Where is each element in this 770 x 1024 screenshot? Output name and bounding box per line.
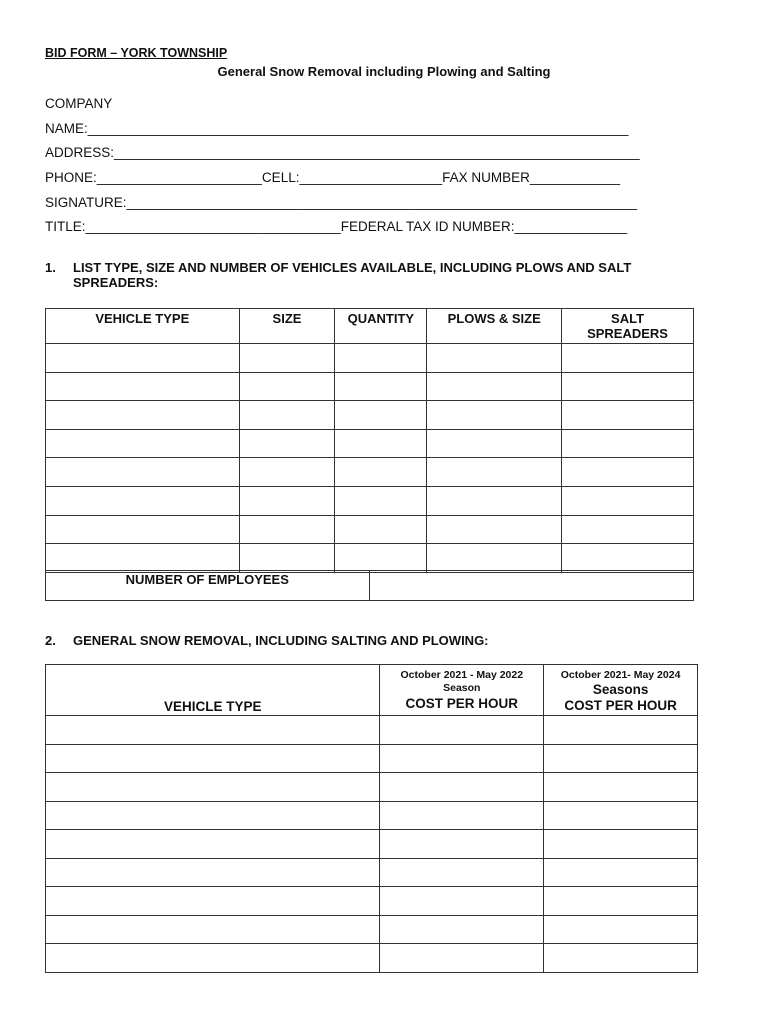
vehicles-table-input-cell[interactable] xyxy=(46,515,240,544)
section-1-line2: SPREADERS: xyxy=(73,275,159,290)
vehicles-table-input-cell[interactable] xyxy=(46,458,240,487)
vehicles-table-input-cell[interactable] xyxy=(239,344,335,373)
cost-table-input-cell[interactable] xyxy=(544,915,698,944)
vehicles-table-input-cell[interactable] xyxy=(335,344,427,373)
vehicles-table-input-cell[interactable] xyxy=(46,429,240,458)
seasons-2024-period: October 2021- May 2024 xyxy=(560,669,681,681)
cost-table-input-cell[interactable] xyxy=(46,773,380,802)
section-1-number: 1. xyxy=(45,260,56,275)
vehicles-table-input-cell[interactable] xyxy=(562,486,694,515)
vehicles-table-input-cell[interactable] xyxy=(335,486,427,515)
employees-input-cell[interactable] xyxy=(369,571,693,601)
cost-table-row xyxy=(46,716,698,745)
vehicles-table-input-cell[interactable] xyxy=(46,401,240,430)
cost-table-input-cell[interactable] xyxy=(46,887,380,916)
vehicles-table-input-cell[interactable] xyxy=(46,486,240,515)
section-2-heading-text: GENERAL SNOW REMOVAL, INCLUDING SALTING AND PLOWING: xyxy=(73,633,489,648)
col-size: SIZE xyxy=(239,309,335,344)
vehicles-table-input-cell[interactable] xyxy=(239,486,335,515)
vehicles-table-input-cell[interactable] xyxy=(427,401,562,430)
vehicles-table-input-cell[interactable] xyxy=(239,458,335,487)
vehicles-table-input-cell[interactable] xyxy=(427,486,562,515)
cost-table-input-cell[interactable] xyxy=(46,915,380,944)
cost-table-input-cell[interactable] xyxy=(544,773,698,802)
vehicles-table-input-cell[interactable] xyxy=(335,429,427,458)
cost-table-input-cell[interactable] xyxy=(544,944,698,973)
name-field[interactable]: NAME:________________________________________________________________________ xyxy=(45,121,629,136)
vehicles-table-input-cell[interactable] xyxy=(562,344,694,373)
col-quantity: QUANTITY xyxy=(335,309,427,344)
vehicles-table-input-cell[interactable] xyxy=(335,544,427,573)
cost-table-row xyxy=(46,887,698,916)
cost-table-input-cell[interactable] xyxy=(544,744,698,773)
cost-table-input-cell[interactable] xyxy=(544,716,698,745)
col-vehicle-type: VEHICLE TYPE xyxy=(46,309,240,344)
vehicles-table-row xyxy=(46,344,694,373)
vehicles-table-input-cell[interactable] xyxy=(562,515,694,544)
col-salt-spreaders: SALT SPREADERS xyxy=(562,309,694,344)
cost-table-input-cell[interactable] xyxy=(46,830,380,859)
signature-field[interactable]: SIGNATURE:____________________________________________________________________ xyxy=(45,195,638,210)
cost-table-input-cell[interactable] xyxy=(380,744,544,773)
cost-table-input-cell[interactable] xyxy=(544,858,698,887)
form-subtitle xyxy=(0,64,770,79)
vehicles-table-input-cell[interactable] xyxy=(335,515,427,544)
company-label: COMPANY xyxy=(45,96,113,111)
vehicles-table-input-cell[interactable] xyxy=(335,372,427,401)
section-1-heading xyxy=(45,260,631,290)
vehicles-table-input-cell[interactable] xyxy=(562,544,694,573)
cost-table-input-cell[interactable] xyxy=(380,801,544,830)
cost-table-input-cell[interactable] xyxy=(380,944,544,973)
vehicles-table-input-cell[interactable] xyxy=(46,544,240,573)
cost-table-input-cell[interactable] xyxy=(544,801,698,830)
vehicles-table-header xyxy=(46,309,694,344)
cost-table-input-cell[interactable] xyxy=(380,830,544,859)
vehicles-table-input-cell[interactable] xyxy=(562,372,694,401)
cost-table-input-cell[interactable] xyxy=(380,716,544,745)
vehicles-table-input-cell[interactable] xyxy=(239,544,335,573)
vehicles-table-row xyxy=(46,429,694,458)
employees-row xyxy=(46,571,694,601)
form-title: BID FORM – YORK TOWNSHIP xyxy=(45,46,228,60)
season-2022-period: October 2021 - May 2022 xyxy=(400,669,524,681)
cost-table-input-cell[interactable] xyxy=(380,887,544,916)
cost-table-row xyxy=(46,773,698,802)
season-2022-label: Season xyxy=(443,682,481,694)
vehicles-table-input-cell[interactable] xyxy=(46,372,240,401)
vehicles-table-input-cell[interactable] xyxy=(335,458,427,487)
cost-table-input-cell[interactable] xyxy=(46,801,380,830)
section-1-line1: LIST TYPE, SIZE AND NUMBER OF VEHICLES AVAILABLE, INCLUDING PLOWS AND SALT xyxy=(73,260,632,275)
cost-table-row xyxy=(46,915,698,944)
vehicles-table-input-cell[interactable] xyxy=(46,344,240,373)
form-subtitle-text: General Snow Removal including Plowing and Salting xyxy=(217,64,551,79)
cost-table-row xyxy=(46,858,698,887)
cost-per-hour-2022: COST PER HOUR xyxy=(405,696,519,711)
vehicles-table-input-cell[interactable] xyxy=(239,429,335,458)
vehicles-table-input-cell[interactable] xyxy=(427,458,562,487)
cost-table-input-cell[interactable] xyxy=(380,858,544,887)
section-2-heading xyxy=(45,633,489,648)
vehicles-table-input-cell[interactable] xyxy=(239,372,335,401)
address-field[interactable]: ADDRESS:______________________________________________________________________ xyxy=(45,145,640,160)
vehicles-table-row xyxy=(46,486,694,515)
cost-table-row xyxy=(46,801,698,830)
cost-table-header xyxy=(46,665,698,716)
vehicles-table-input-cell[interactable] xyxy=(335,401,427,430)
vehicles-table-row xyxy=(46,372,694,401)
employees-table xyxy=(45,570,694,601)
cost-table-input-cell[interactable] xyxy=(544,830,698,859)
col-vehicle-type-2: VEHICLE TYPE xyxy=(46,665,380,716)
cost-table-input-cell[interactable] xyxy=(380,915,544,944)
vehicles-table-input-cell[interactable] xyxy=(427,372,562,401)
cost-table-input-cell[interactable] xyxy=(544,887,698,916)
col-seasons-2024 xyxy=(544,665,698,716)
cost-table-input-cell[interactable] xyxy=(380,773,544,802)
cost-table xyxy=(45,664,698,973)
vehicles-table-input-cell[interactable] xyxy=(239,515,335,544)
vehicles-table xyxy=(45,308,694,573)
col-plows-size: PLOWS & SIZE xyxy=(427,309,562,344)
vehicles-table-input-cell[interactable] xyxy=(562,401,694,430)
employees-label: NUMBER OF EMPLOYEES xyxy=(46,571,370,601)
title-taxid-field[interactable]: TITLE:__________________________________FEDERAL TAX ID NUMBER:_______________ xyxy=(45,219,628,234)
cost-table-input-cell[interactable] xyxy=(46,716,380,745)
vehicles-table-input-cell[interactable] xyxy=(562,429,694,458)
vehicles-table-row xyxy=(46,401,694,430)
cost-table-input-cell[interactable] xyxy=(46,858,380,887)
vehicles-table-input-cell[interactable] xyxy=(427,544,562,573)
cost-table-row xyxy=(46,830,698,859)
vehicles-table-row xyxy=(46,515,694,544)
vehicles-table-input-cell[interactable] xyxy=(562,458,694,487)
cost-table-row xyxy=(46,944,698,973)
cost-table-input-cell[interactable] xyxy=(46,744,380,773)
cost-per-hour-2024: COST PER HOUR xyxy=(564,698,677,713)
vehicles-table-row xyxy=(46,544,694,573)
vehicles-table-row xyxy=(46,458,694,487)
vehicles-table-input-cell[interactable] xyxy=(427,515,562,544)
cost-table-row xyxy=(46,744,698,773)
vehicles-table-input-cell[interactable] xyxy=(427,344,562,373)
vehicles-table-input-cell[interactable] xyxy=(427,429,562,458)
col-season-2022 xyxy=(380,665,544,716)
section-2-number: 2. xyxy=(45,633,56,648)
phone-cell-fax-field[interactable]: PHONE:______________________CELL:___________________FAX NUMBER____________ xyxy=(45,170,620,185)
vehicles-table-input-cell[interactable] xyxy=(239,401,335,430)
cost-table-input-cell[interactable] xyxy=(46,944,380,973)
seasons-2024-label: Seasons xyxy=(592,682,649,697)
